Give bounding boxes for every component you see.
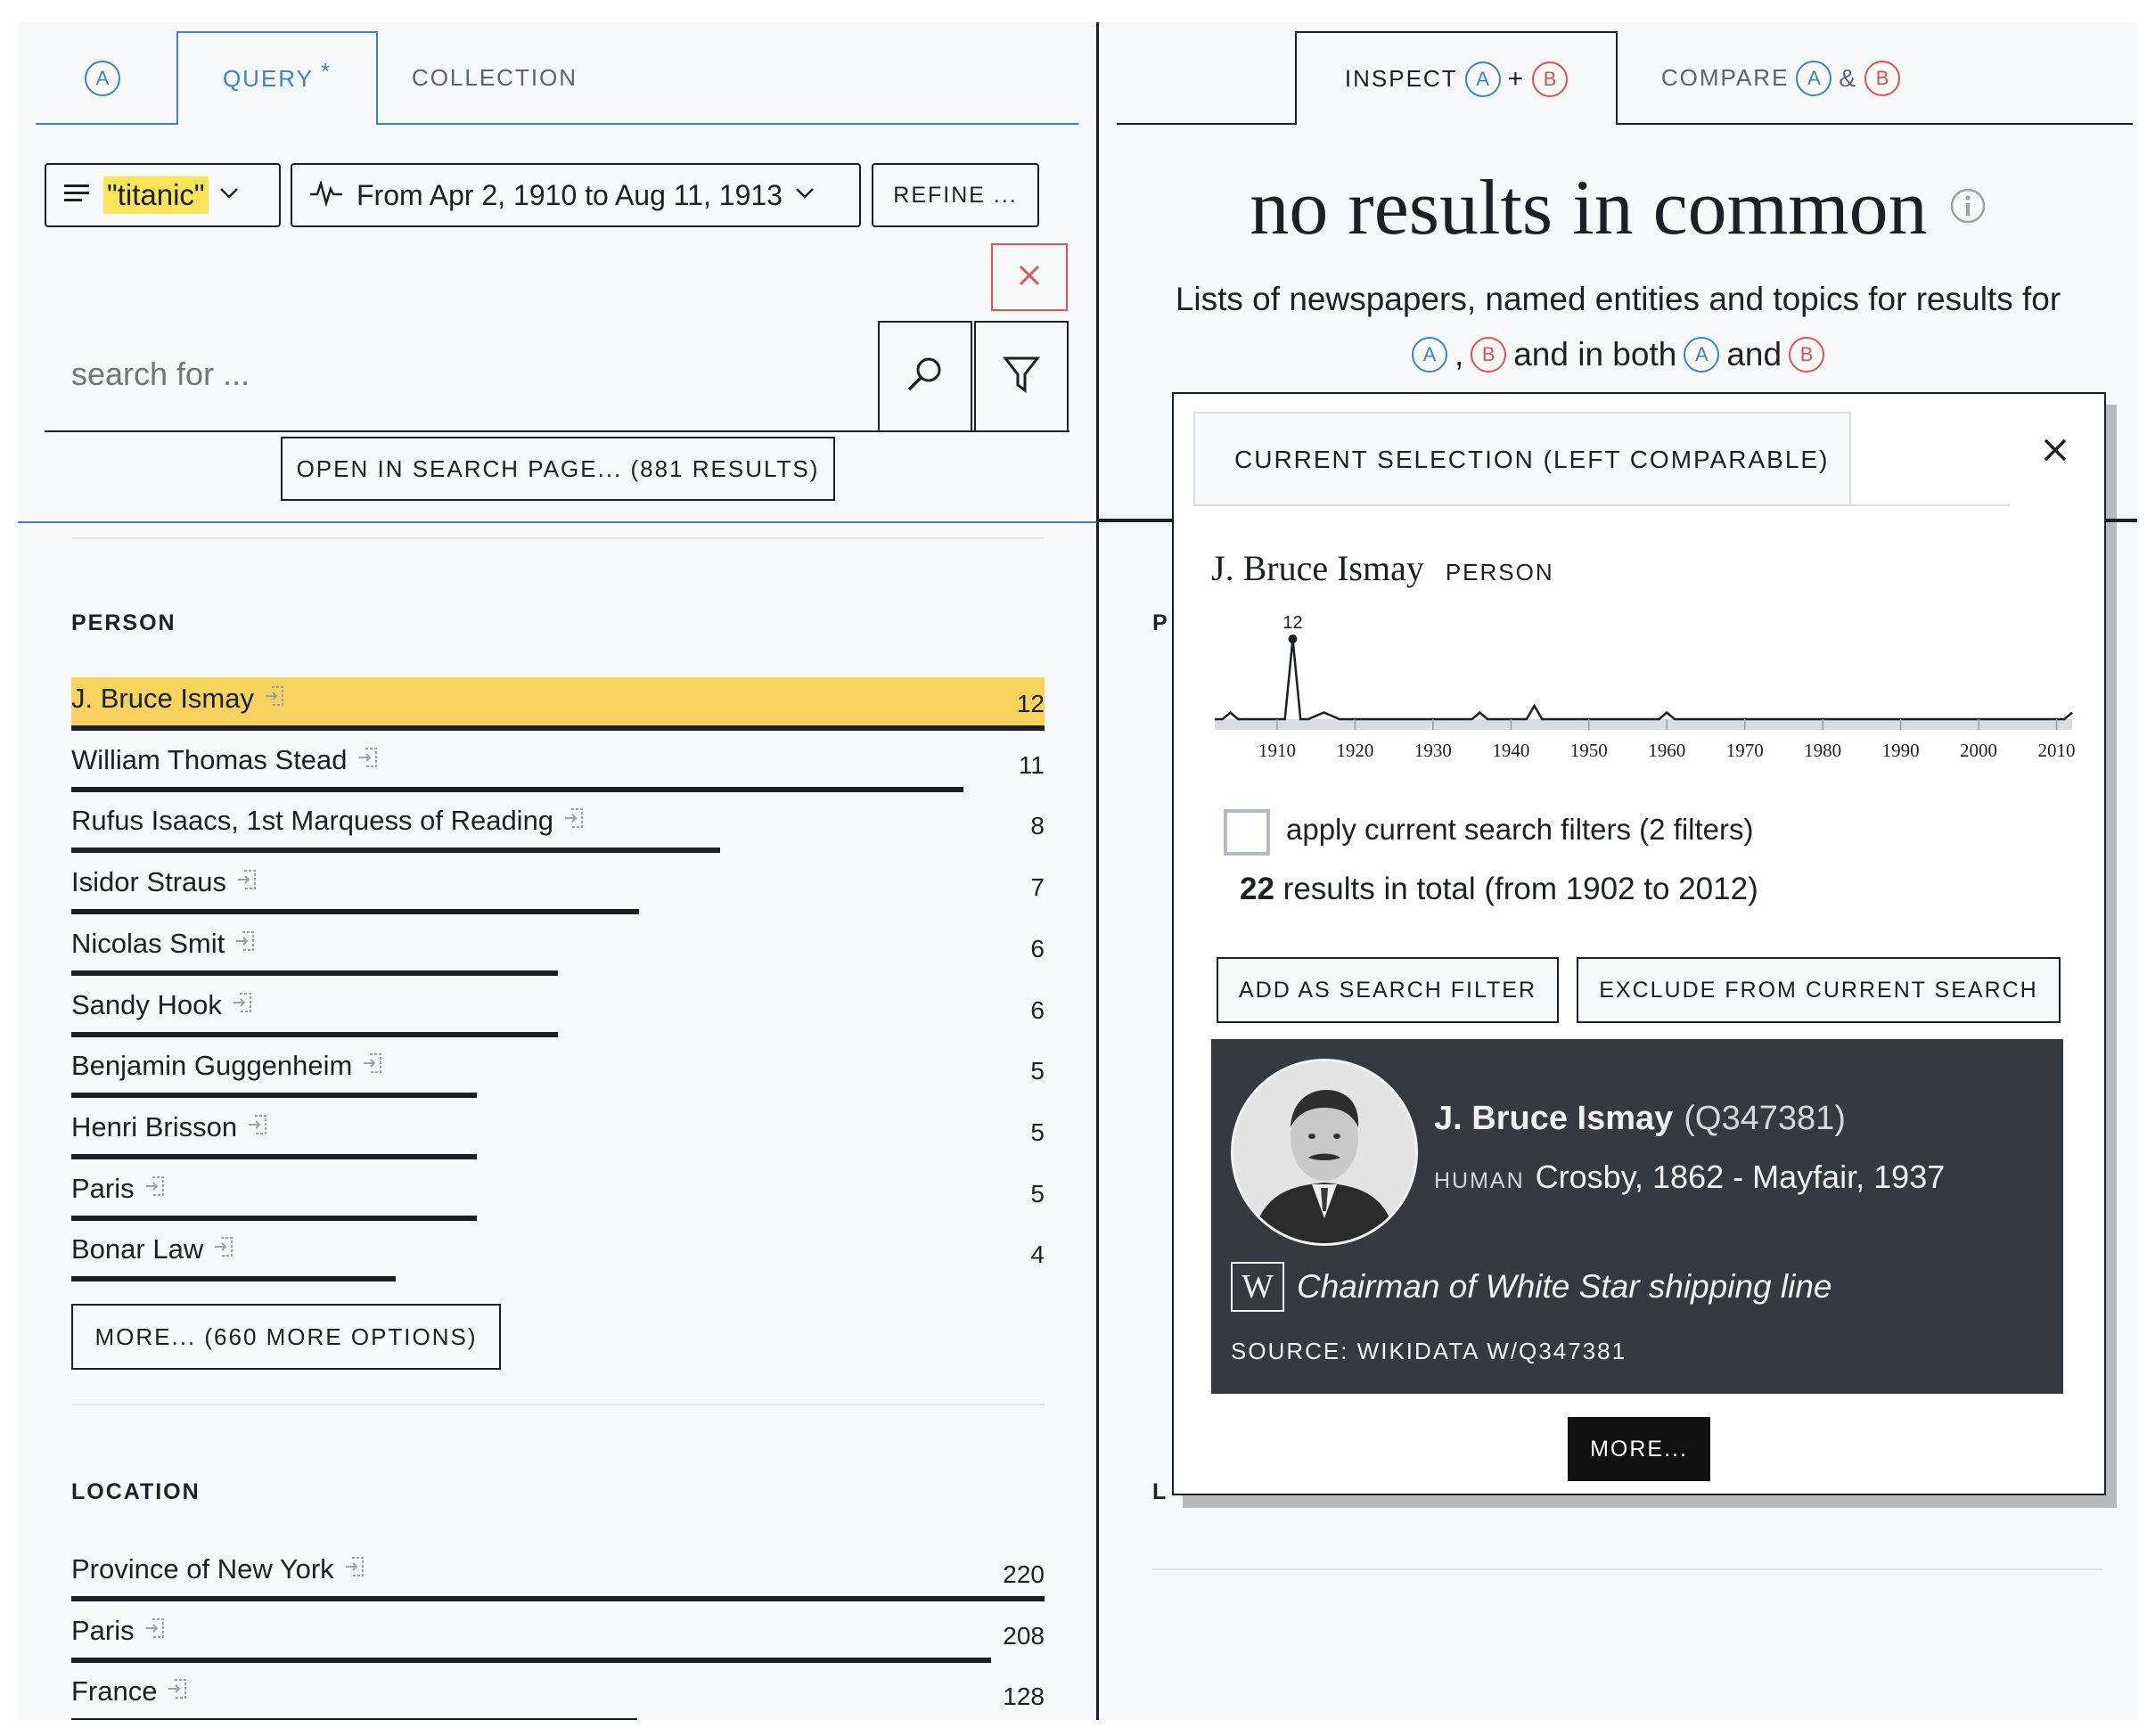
badge-a: A	[1412, 337, 1447, 373]
filter-button[interactable]	[974, 321, 1069, 430]
card-title-row	[1434, 1100, 1846, 1138]
person-facet-label-wrap	[71, 805, 586, 837]
mentions-timeline-chart	[1208, 608, 2081, 759]
badge-a: A	[1684, 337, 1719, 373]
person-facet-row[interactable]	[71, 922, 1045, 976]
refine-button[interactable]: REFINE ...	[872, 163, 1039, 227]
enter-link-icon[interactable]	[235, 866, 258, 898]
person-facet-row[interactable]	[71, 799, 1045, 853]
person-facet-bar	[71, 1154, 477, 1159]
location-facet-label: Province of New York	[71, 1553, 334, 1585]
section-divider	[71, 537, 1045, 539]
search-input[interactable]	[45, 321, 873, 428]
location-facet-row[interactable]	[71, 1548, 1045, 1601]
badge-b: B	[1789, 337, 1824, 373]
timeline-tick-label: 1960	[1648, 740, 1686, 759]
person-facet-row[interactable]	[71, 739, 1045, 792]
location-facet-bar	[71, 1718, 637, 1720]
card-description-row	[1231, 1262, 1832, 1312]
location-facet-label: France	[71, 1675, 158, 1707]
person-facet-count: 5	[1030, 1118, 1045, 1146]
enter-link-icon[interactable]	[166, 1675, 189, 1707]
enter-link-icon[interactable]	[143, 1173, 167, 1205]
more-persons-button[interactable]: MORE... (660 MORE OPTIONS)	[71, 1304, 501, 1370]
tab-badge-a[interactable]	[62, 31, 143, 125]
enter-link-icon[interactable]	[361, 1050, 384, 1082]
badge-b: B	[1471, 337, 1506, 373]
current-selection-modal	[1172, 392, 2106, 1495]
timeline-peak-label: 12	[1282, 613, 1303, 633]
person-facet-row[interactable]	[71, 1106, 1045, 1159]
entity-name: J. Bruce Ismay	[1211, 548, 1424, 588]
person-facet-label: Benjamin Guggenheim	[71, 1050, 353, 1082]
person-facet-row[interactable]	[71, 1228, 1045, 1282]
timeline-tick-label: 1920	[1336, 740, 1374, 759]
enter-link-icon[interactable]	[234, 928, 257, 960]
tab-inspect[interactable]	[1295, 31, 1618, 125]
location-facet-bar	[71, 1658, 991, 1663]
person-facet-label-wrap	[71, 866, 258, 898]
enter-link-icon[interactable]	[212, 1233, 235, 1265]
person-facet-label-wrap	[71, 928, 257, 960]
badge-b: B	[1864, 61, 1900, 96]
timeline-tick-label: 1980	[1804, 740, 1842, 759]
location-facet-count: 208	[1003, 1621, 1045, 1650]
person-facet-bar	[71, 787, 963, 792]
description-line-2	[1099, 336, 2137, 373]
enter-link-icon[interactable]	[356, 744, 380, 776]
person-facet-bar	[71, 725, 1045, 731]
results-total-count: 22	[1240, 872, 1274, 906]
query-filter-pill[interactable]	[45, 163, 281, 227]
description-mid: and in both	[1513, 336, 1677, 373]
card-entity-qid: (Q347381)	[1684, 1100, 1846, 1137]
location-facet-label-wrap	[71, 1553, 366, 1585]
wikidata-card	[1211, 1039, 2063, 1394]
left-tab-bar	[36, 31, 1078, 125]
card-entity-description: Chairman of White Star shipping line	[1297, 1268, 1832, 1305]
person-facet-bar	[71, 848, 720, 853]
person-facet-label-wrap	[71, 989, 254, 1021]
tab-compare-label: COMPARE	[1660, 64, 1790, 91]
person-facet-count: 4	[1030, 1241, 1045, 1269]
location-facet-label: Paris	[71, 1614, 135, 1646]
person-facet-row[interactable]	[71, 861, 1045, 914]
person-facet-label: Nicolas Smit	[71, 927, 225, 959]
pane-divider	[18, 521, 1096, 523]
badge-a: A	[1465, 61, 1501, 97]
results-total-text: results in total (from 1902 to 2012)	[1282, 872, 1758, 906]
person-facet-count: 6	[1030, 995, 1045, 1024]
person-facet-label-wrap	[71, 683, 286, 715]
date-range-pill[interactable]	[291, 163, 861, 227]
pulse-icon	[308, 180, 344, 211]
tab-inspect-label: INSPECT	[1344, 65, 1458, 92]
close-icon	[1018, 264, 1041, 291]
person-section-title-partial: P	[1152, 610, 1169, 635]
person-facet-row[interactable]	[71, 677, 1045, 731]
person-facet-label: Paris	[71, 1172, 135, 1204]
card-entity-life: Crosby, 1862 - Mayfair, 1937	[1535, 1159, 1946, 1195]
person-facet-label: Henri Brisson	[71, 1110, 238, 1142]
person-facet-label: Sandy Hook	[71, 988, 222, 1020]
unsaved-marker: *	[320, 58, 332, 85]
timeline-tick-label: 1990	[1881, 740, 1920, 759]
badge-a: A	[1796, 61, 1832, 96]
person-facet-label-wrap	[71, 744, 380, 776]
card-entity-kind: HUMAN	[1434, 1168, 1525, 1193]
timeline-tick-label: 2010	[2037, 740, 2076, 759]
apply-filters-label: apply current search filters (2 filters)	[1286, 813, 1754, 846]
person-facet-count: 8	[1030, 812, 1045, 840]
modal-tab-current-selection[interactable]: CURRENT SELECTION (LEFT COMPARABLE)	[1193, 412, 1851, 506]
timeline-axis-band	[1215, 719, 2072, 730]
tab-collection[interactable]	[392, 31, 597, 125]
person-facet-label-wrap	[71, 1111, 269, 1143]
person-facet-label: William Thomas Stead	[71, 743, 348, 775]
search-button[interactable]	[878, 321, 972, 430]
person-facet-label: Isidor Straus	[71, 866, 227, 898]
person-facet-row[interactable]	[71, 1167, 1045, 1221]
modal-more-button[interactable]: MORE...	[1568, 1417, 1710, 1481]
person-facet-bar	[71, 1032, 558, 1037]
open-in-search-page-button[interactable]: OPEN IN SEARCH PAGE... (881 RESULTS)	[281, 437, 835, 501]
person-facet-count: 5	[1030, 1057, 1045, 1085]
card-subtitle-row	[1434, 1159, 1945, 1196]
enter-link-icon[interactable]	[562, 805, 586, 837]
person-facet-label: Rufus Isaacs, 1st Marquess of Reading	[71, 805, 554, 837]
location-facet-row[interactable]	[71, 1670, 1045, 1720]
enter-link-icon[interactable]	[143, 1615, 167, 1647]
badge-a: A	[85, 61, 120, 96]
chevron-down-icon	[795, 187, 815, 204]
person-facet-label-wrap	[71, 1233, 235, 1265]
enter-link-icon[interactable]	[246, 1111, 269, 1143]
clear-query-button[interactable]	[991, 243, 1068, 311]
modal-tab-underline	[1193, 504, 2010, 506]
badge-b: B	[1532, 61, 1568, 97]
enter-link-icon[interactable]	[343, 1553, 366, 1585]
timeline-series-line	[1215, 639, 2072, 719]
person-facet-label: J. Bruce Ismay	[71, 683, 254, 714]
timeline-tick-label: 2000	[1960, 740, 1998, 759]
tab-compare[interactable]	[1634, 31, 1928, 125]
modal-close-button[interactable]	[2042, 437, 2069, 468]
location-facet-label-wrap	[71, 1675, 189, 1707]
person-facet-label-wrap	[71, 1173, 167, 1205]
person-facet-count: 11	[1018, 750, 1045, 779]
entity-portrait	[1231, 1059, 1418, 1246]
description-and: and	[1726, 336, 1782, 373]
apply-filters-checkbox[interactable]	[1224, 809, 1270, 856]
enter-link-icon[interactable]	[263, 683, 286, 715]
location-facet-label-wrap	[71, 1615, 167, 1647]
card-source: SOURCE: WIKIDATA W/Q347381	[1231, 1338, 1627, 1364]
entity-type: PERSON	[1445, 559, 1554, 585]
exclude-from-search-button[interactable]: EXCLUDE FROM CURRENT SEARCH	[1577, 957, 2061, 1023]
menu-lines-icon	[62, 181, 93, 210]
filter-funnel-icon	[1003, 355, 1040, 398]
query-filter-text: "titanic"	[103, 176, 209, 214]
person-facet-row[interactable]	[71, 1044, 1045, 1098]
person-facet-label: Bonar Law	[71, 1233, 204, 1265]
section-divider	[1152, 1568, 2102, 1570]
location-section-title-partial: L	[1152, 1479, 1168, 1504]
plus-sign: +	[1507, 63, 1526, 94]
enter-link-icon[interactable]	[231, 989, 254, 1021]
description-line-1: Lists of newspapers, named entities and topics for results for	[1175, 281, 2061, 317]
wikipedia-w-icon[interactable]: W	[1231, 1262, 1284, 1312]
left-comparable-pane	[18, 22, 1096, 1720]
location-facet-count: 220	[1003, 1560, 1045, 1588]
info-icon[interactable]	[1949, 187, 1987, 229]
person-facet-bar	[71, 970, 558, 976]
location-facet-count: 128	[1003, 1683, 1045, 1710]
person-facet-count: 12	[1016, 690, 1045, 717]
person-facet-count: 5	[1030, 1179, 1045, 1208]
person-facet-bar	[71, 909, 639, 914]
timeline-tick-label: 1970	[1725, 740, 1764, 759]
add-as-search-filter-button[interactable]: ADD AS SEARCH FILTER	[1217, 957, 1559, 1023]
entity-header	[1211, 547, 1554, 589]
timeline-peak-point[interactable]	[1288, 635, 1297, 643]
search-row	[45, 321, 1069, 432]
tab-underline	[1117, 123, 2133, 125]
person-facet-bar	[71, 1216, 477, 1221]
tab-collection-label: COLLECTION	[411, 64, 578, 91]
results-total	[1240, 872, 1758, 907]
person-facet-label-wrap	[71, 1050, 384, 1082]
search-icon	[906, 355, 945, 398]
timeline-tick-label: 1950	[1569, 740, 1608, 759]
location-facet-bar	[71, 1596, 1045, 1601]
timeline-tick-label: 1930	[1414, 740, 1452, 759]
location-section-title: LOCATION	[71, 1479, 201, 1504]
person-facet-row[interactable]	[71, 984, 1045, 1037]
tab-query-label: QUERY	[222, 65, 314, 92]
timeline-tick-label: 1910	[1258, 740, 1296, 759]
close-icon	[2042, 452, 2069, 467]
right-tab-bar	[1117, 31, 2133, 125]
tab-query[interactable]	[176, 31, 378, 125]
date-range-text: From Apr 2, 1910 to Aug 11, 1913	[356, 178, 783, 211]
description-comma: ,	[1454, 336, 1464, 373]
section-divider	[71, 1404, 1045, 1405]
person-facet-bar	[71, 1093, 477, 1098]
timeline-tick-label: 1940	[1492, 740, 1530, 759]
chevron-down-icon	[219, 187, 239, 204]
card-entity-name: J. Bruce Ismay	[1434, 1100, 1674, 1137]
person-facet-count: 7	[1030, 873, 1045, 902]
page-heading: no results in common	[1250, 165, 1928, 251]
heading-row	[1099, 163, 2137, 253]
location-facet-row[interactable]	[71, 1609, 1045, 1663]
person-facet-bar	[71, 1276, 396, 1282]
person-section-title: PERSON	[71, 610, 176, 635]
ampersand: &	[1839, 63, 1858, 92]
person-facet-count: 6	[1030, 934, 1045, 962]
